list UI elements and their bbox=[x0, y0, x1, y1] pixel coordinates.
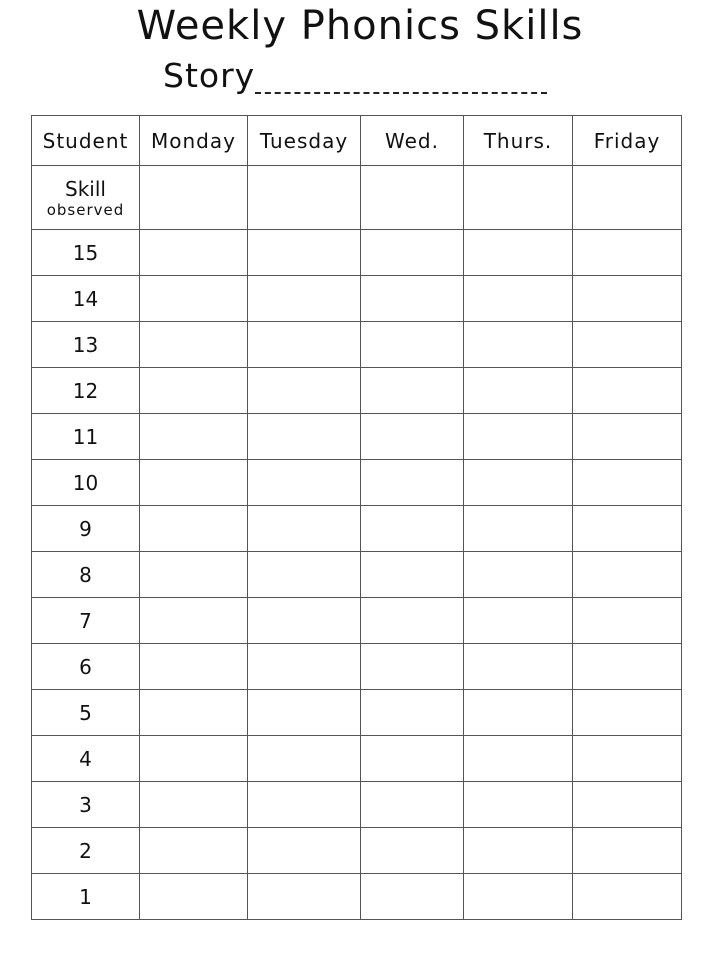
cell-monday[interactable] bbox=[140, 322, 248, 368]
cell-wednesday[interactable] bbox=[361, 276, 464, 322]
cell-thursday[interactable] bbox=[464, 230, 573, 276]
skill-label: Skill bbox=[65, 176, 106, 201]
cell-monday[interactable] bbox=[140, 230, 248, 276]
student-number: 10 bbox=[32, 460, 140, 506]
cell-tuesday[interactable] bbox=[248, 598, 361, 644]
student-row bbox=[32, 230, 682, 276]
student-row bbox=[32, 598, 682, 644]
cell-wednesday[interactable] bbox=[361, 736, 464, 782]
cell-friday[interactable] bbox=[573, 598, 682, 644]
student-number: 2 bbox=[32, 828, 140, 874]
student-number: 13 bbox=[32, 322, 140, 368]
cell-tuesday[interactable] bbox=[248, 506, 361, 552]
student-row bbox=[32, 874, 682, 920]
cell-thursday[interactable] bbox=[464, 690, 573, 736]
cell-wednesday[interactable] bbox=[361, 552, 464, 598]
student-row bbox=[32, 552, 682, 598]
story-blank-line[interactable] bbox=[255, 72, 547, 96]
student-row bbox=[32, 644, 682, 690]
cell-friday[interactable] bbox=[573, 506, 682, 552]
cell-thursday[interactable] bbox=[464, 368, 573, 414]
skill-observed-label bbox=[32, 166, 140, 230]
cell-thursday[interactable] bbox=[464, 782, 573, 828]
student-row bbox=[32, 690, 682, 736]
cell-thursday[interactable] bbox=[464, 322, 573, 368]
cell-wednesday[interactable] bbox=[361, 322, 464, 368]
cell-wednesday[interactable] bbox=[361, 460, 464, 506]
cell-wednesday[interactable] bbox=[361, 644, 464, 690]
student-row bbox=[32, 506, 682, 552]
cell-monday[interactable] bbox=[140, 782, 248, 828]
student-number: 14 bbox=[32, 276, 140, 322]
cell-thursday[interactable] bbox=[464, 276, 573, 322]
cell-wednesday[interactable] bbox=[361, 874, 464, 920]
cell-thursday[interactable] bbox=[464, 506, 573, 552]
cell-tuesday[interactable] bbox=[248, 828, 361, 874]
column-header-friday: Friday bbox=[573, 116, 682, 166]
cell-monday[interactable] bbox=[140, 874, 248, 920]
cell-friday[interactable] bbox=[573, 874, 682, 920]
cell-friday[interactable] bbox=[573, 276, 682, 322]
student-row bbox=[32, 368, 682, 414]
cell-friday[interactable] bbox=[573, 230, 682, 276]
cell-monday[interactable] bbox=[140, 828, 248, 874]
cell-wednesday[interactable] bbox=[361, 230, 464, 276]
cell-wednesday[interactable] bbox=[361, 414, 464, 460]
cell-tuesday[interactable] bbox=[248, 874, 361, 920]
cell-friday[interactable] bbox=[573, 460, 682, 506]
cell-tuesday[interactable] bbox=[248, 276, 361, 322]
student-number: 6 bbox=[32, 644, 140, 690]
column-header-thursday: Thurs. bbox=[464, 116, 573, 166]
skill-cell-wednesday[interactable] bbox=[361, 166, 464, 230]
cell-wednesday[interactable] bbox=[361, 506, 464, 552]
cell-monday[interactable] bbox=[140, 736, 248, 782]
student-row bbox=[32, 322, 682, 368]
skill-observed-row bbox=[32, 166, 682, 230]
student-number: 4 bbox=[32, 736, 140, 782]
cell-thursday[interactable] bbox=[464, 736, 573, 782]
story-label: Story bbox=[163, 56, 256, 95]
cell-thursday[interactable] bbox=[464, 414, 573, 460]
column-header-wednesday: Wed. bbox=[361, 116, 464, 166]
cell-friday[interactable] bbox=[573, 828, 682, 874]
student-number: 5 bbox=[32, 690, 140, 736]
cell-monday[interactable] bbox=[140, 460, 248, 506]
cell-friday[interactable] bbox=[573, 414, 682, 460]
cell-tuesday[interactable] bbox=[248, 322, 361, 368]
cell-friday[interactable] bbox=[573, 322, 682, 368]
cell-tuesday[interactable] bbox=[248, 690, 361, 736]
student-row bbox=[32, 782, 682, 828]
column-header-monday: Monday bbox=[140, 116, 248, 166]
student-number: 3 bbox=[32, 782, 140, 828]
student-number: 12 bbox=[32, 368, 140, 414]
cell-tuesday[interactable] bbox=[248, 736, 361, 782]
cell-thursday[interactable] bbox=[464, 828, 573, 874]
skill-cell-friday[interactable] bbox=[573, 166, 682, 230]
cell-monday[interactable] bbox=[140, 276, 248, 322]
student-number: 7 bbox=[32, 598, 140, 644]
column-header-student: Student bbox=[32, 116, 140, 166]
cell-thursday[interactable] bbox=[464, 460, 573, 506]
cell-tuesday[interactable] bbox=[248, 368, 361, 414]
cell-tuesday[interactable] bbox=[248, 414, 361, 460]
cell-monday[interactable] bbox=[140, 552, 248, 598]
cell-thursday[interactable] bbox=[464, 598, 573, 644]
cell-wednesday[interactable] bbox=[361, 368, 464, 414]
student-number: 1 bbox=[32, 874, 140, 920]
student-row bbox=[32, 276, 682, 322]
cell-monday[interactable] bbox=[140, 690, 248, 736]
cell-monday[interactable] bbox=[140, 368, 248, 414]
cell-tuesday[interactable] bbox=[248, 644, 361, 690]
skill-cell-monday[interactable] bbox=[140, 166, 248, 230]
student-row bbox=[32, 414, 682, 460]
cell-friday[interactable] bbox=[573, 736, 682, 782]
student-row bbox=[32, 460, 682, 506]
cell-tuesday[interactable] bbox=[248, 552, 361, 598]
cell-tuesday[interactable] bbox=[248, 460, 361, 506]
cell-thursday[interactable] bbox=[464, 552, 573, 598]
cell-monday[interactable] bbox=[140, 506, 248, 552]
phonics-skills-table bbox=[31, 115, 682, 920]
cell-tuesday[interactable] bbox=[248, 782, 361, 828]
cell-wednesday[interactable] bbox=[361, 828, 464, 874]
student-row bbox=[32, 828, 682, 874]
cell-monday[interactable] bbox=[140, 598, 248, 644]
student-number: 11 bbox=[32, 414, 140, 460]
cell-friday[interactable] bbox=[573, 552, 682, 598]
column-header-tuesday: Tuesday bbox=[248, 116, 361, 166]
student-number: 9 bbox=[32, 506, 140, 552]
cell-wednesday[interactable] bbox=[361, 598, 464, 644]
cell-friday[interactable] bbox=[573, 368, 682, 414]
cell-thursday[interactable] bbox=[464, 644, 573, 690]
cell-wednesday[interactable] bbox=[361, 690, 464, 736]
observed-label: observed bbox=[46, 200, 125, 219]
skill-cell-tuesday[interactable] bbox=[248, 166, 361, 230]
cell-monday[interactable] bbox=[140, 644, 248, 690]
student-number: 8 bbox=[32, 552, 140, 598]
cell-friday[interactable] bbox=[573, 644, 682, 690]
cell-thursday[interactable] bbox=[464, 874, 573, 920]
header-row bbox=[32, 116, 682, 166]
page-title: Weekly Phonics Skills bbox=[136, 3, 584, 49]
skill-cell-thursday[interactable] bbox=[464, 166, 573, 230]
cell-wednesday[interactable] bbox=[361, 782, 464, 828]
story-field bbox=[163, 56, 547, 96]
student-number: 15 bbox=[32, 230, 140, 276]
cell-friday[interactable] bbox=[573, 690, 682, 736]
cell-tuesday[interactable] bbox=[248, 230, 361, 276]
student-row bbox=[32, 736, 682, 782]
cell-monday[interactable] bbox=[140, 414, 248, 460]
cell-friday[interactable] bbox=[573, 782, 682, 828]
